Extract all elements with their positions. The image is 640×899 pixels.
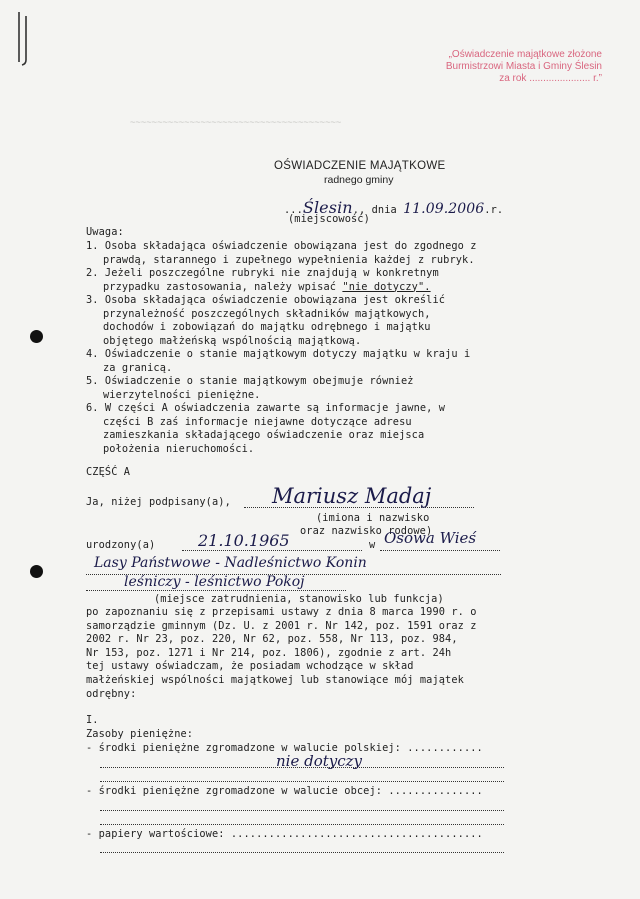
employment-value-1: Lasy Państwowe - Nadleśnictwo Konin xyxy=(94,555,367,571)
document-subtitle: radnego gminy xyxy=(324,174,394,186)
registry-stamp xyxy=(446,49,602,85)
born-date: 21.10.1965 xyxy=(198,531,290,550)
punch-hole xyxy=(30,330,43,343)
born-date-line xyxy=(182,550,362,551)
legal-line: odrębny: xyxy=(86,687,137,700)
employment-value-2: leśniczy - leśnictwo Pokoj xyxy=(124,574,305,590)
note-number: 1. xyxy=(86,240,99,252)
note-item-2 xyxy=(86,267,477,294)
place-value: Ślesin xyxy=(302,198,353,217)
foreign-funds-label: - środki pieniężne zgromadzone w walucie obcej: ............... xyxy=(86,785,483,797)
legal-line: tej ustawy oświadczam, że posiadam wchodzące w skład xyxy=(86,660,414,673)
note-line: zamieszkania składającego oświadczenie oraz miejsca xyxy=(103,429,425,441)
employment-caption: (miejsce zatrudnienia, stanowisko lub funkcja) xyxy=(154,593,444,605)
date-value: 11.09.2006 xyxy=(403,201,485,217)
name-value: Mariusz Madaj xyxy=(272,484,432,508)
note-number: 4. xyxy=(86,348,99,360)
place-dots-before: ... xyxy=(284,204,303,216)
note-line: Oświadczenie o stanie majątkowym obejmuje również xyxy=(104,375,414,387)
note-line: objętego małżeńską wspólnością majątkową. xyxy=(103,334,362,347)
place-dots-after: ., xyxy=(352,204,366,216)
legal-line: samorządzie gminnym (Dz. U. z 2001 r. Nr 142, poz. 1591 oraz z xyxy=(86,619,477,632)
note-quote: "nie dotyczy". xyxy=(342,280,431,293)
part-a-heading: CZĘŚĆ A xyxy=(86,466,131,478)
pln-funds-line-2 xyxy=(100,781,504,782)
legal-line: 2002 r. Nr 23, poz. 220, Nr 62, poz. 558, Nr 113, poz. 984, xyxy=(86,633,458,646)
legal-line: Nr 153, poz. 1271 i Nr 214, poz. 1806), zgodnie z art. 24h xyxy=(86,646,452,659)
note-line: prawdą, starannego i zupełnego wypełnienia każdej z rubryk. xyxy=(103,253,475,266)
securities-line-1 xyxy=(100,852,504,853)
note-item-1 xyxy=(86,240,477,267)
foreign-funds-line-1 xyxy=(100,810,504,811)
name-caption-2: oraz nazwisko rodowe) xyxy=(300,525,433,537)
note-line: Osoba składająca oświadczenie obowiązana jest określić xyxy=(104,294,446,306)
notes-heading: Uwaga: xyxy=(86,226,124,238)
born-label: urodzony(a) xyxy=(86,539,156,551)
note-line: Oświadczenie o stanie majątkowym dotyczy majątku w kraju i xyxy=(104,348,471,360)
note-line: dochodów i zobowiązań do majątku odrębnego i majątku xyxy=(103,321,431,333)
note-number: 6. xyxy=(86,402,99,414)
notes-list xyxy=(86,240,477,456)
stamp-line-1: „Oświadczenie majątkowe złożone xyxy=(448,49,602,60)
note-item-3 xyxy=(86,294,477,348)
note-line: za granicą. xyxy=(103,361,173,374)
place-caption: (miejscowość) xyxy=(288,213,370,225)
pln-funds-answer: nie dotyczy xyxy=(276,752,363,770)
note-number: 3. xyxy=(86,294,99,306)
note-line: przynależność poszczególnych składników majątkowych, xyxy=(103,307,431,320)
legal-line: po zapoznaniu się z przepisami ustawy z dnia 8 marca 1990 r. o xyxy=(86,606,477,618)
employment-line-2 xyxy=(86,590,346,591)
stamp-line-2: Burmistrzowi Miasta i Gminy Ślesin xyxy=(445,61,602,72)
legal-text xyxy=(86,606,477,701)
note-line: Jeżeli poszczególne rubryki nie znajdują w konkretnym xyxy=(104,267,439,279)
note-line: Osoba składająca oświadczenie obowiązana jest do zgodnego z xyxy=(104,240,477,252)
name-caption-1: (imiona i nazwisko xyxy=(316,512,430,524)
note-item-4 xyxy=(86,348,477,375)
note-number: 2. xyxy=(86,267,99,279)
note-line: wierzytelności pieniężne. xyxy=(103,388,261,401)
note-line: W części A oświadczenia zawarte są informacje jawne, w xyxy=(104,402,446,414)
note-line: przypadku zastosowania, należy wpisać xyxy=(103,280,337,293)
show-through-text: ~~~~~~~~~~~~~~~~~~~~~~~~~~~~~~~~~~~~~~~ xyxy=(130,118,342,128)
pln-funds-label: - środki pieniężne zgromadzone w walucie polskiej: ............ xyxy=(86,742,483,754)
date-suffix: .r. xyxy=(484,204,504,216)
section-1-numeral: I. xyxy=(86,714,99,726)
note-line: części B zaś informacje niejawne dotyczące adresu xyxy=(103,415,412,428)
corner-bracket-mark xyxy=(16,10,30,66)
signed-label: Ja, niżej podpisany(a), xyxy=(86,496,231,508)
born-place: Osowa Wieś xyxy=(384,529,477,547)
securities-label: - papiery wartościowe: ........................................ xyxy=(86,828,483,840)
note-item-5 xyxy=(86,375,477,402)
born-in-label: w xyxy=(369,539,376,551)
punch-hole xyxy=(30,565,43,578)
section-1-heading: Zasoby pieniężne: xyxy=(86,728,194,740)
date-label: dnia xyxy=(371,204,397,216)
legal-line: małżeńskiej wspólności majątkowej lub stanowiące mój majątek xyxy=(86,673,464,686)
document-title: OŚWIADCZENIE MAJĄTKOWE xyxy=(274,160,446,172)
born-place-line xyxy=(380,550,500,551)
stamp-line-3: za rok ...................... r.” xyxy=(499,73,602,84)
note-line: położenia nieruchomości. xyxy=(103,442,255,455)
note-number: 5. xyxy=(86,375,99,387)
note-item-6 xyxy=(86,402,477,456)
foreign-funds-line-2 xyxy=(100,824,504,825)
